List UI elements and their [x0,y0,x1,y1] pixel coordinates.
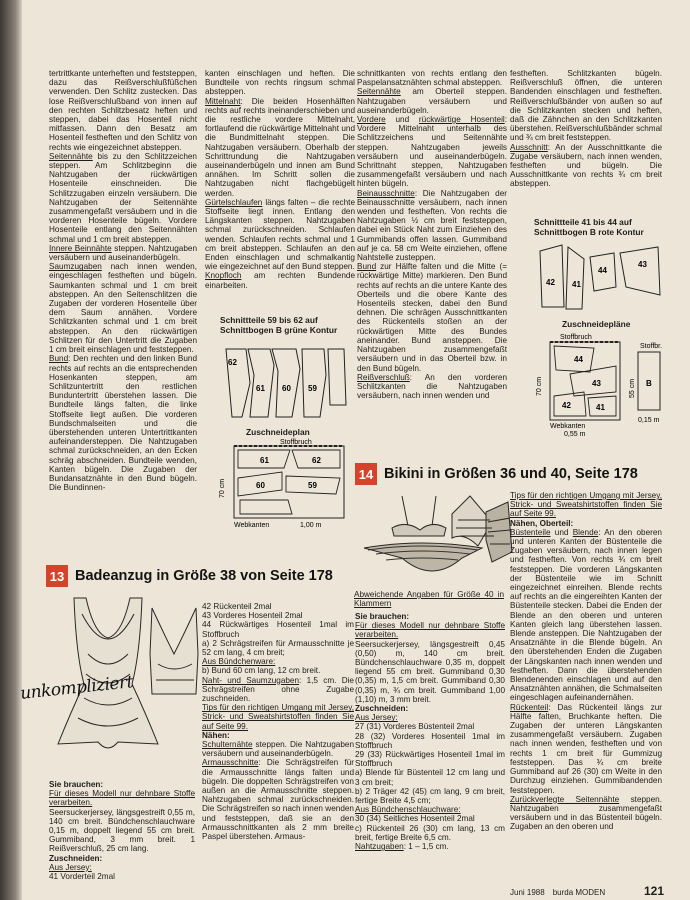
text-run: Seersuckerjersey, längsgestreift 0,45 (0,50) m, 140 cm breit. Bündchenschlauchware 0,35 m, doppelt liegend 55 cm breit. Gummiband 0,30 (0,35) m, 1,5 cm breit. Gummiband 0,30 (0,35) m, ¾ cm breit. Gummiband 1,00 (1,10) m, 3 mm breit. [355,639,505,704]
paragraph [510,69,662,143]
section-banner-13 [46,564,356,588]
paragraph [49,152,197,244]
text-column-13-a [49,780,195,881]
paragraph [355,814,505,823]
paragraph [510,143,662,189]
text-run: bis zu den Schlitzzeichen steppen. Am Schlitzbeginn die Nahtzugaben der rückwärtigen Hosenteile einschneiden. Die Schlitzzugaben einzeln versäubern. Die Nahtzugaben der Seitennähte zusammengefaßt versäubern und in die vorderen Hosenteile bügeln. Vordere Hosenteile entlang den Seitennähten schmal und 1 cm breit absteppen. [49,151,197,244]
text-run: : An der Ausschnittkante die Zugabe versäubern, nach innen wenden, festheften und bügeln. Die Ausschnittkante von rechts ¾ cm breit absteppen. [510,142,662,189]
height-label: 70 cm [536,376,543,396]
piece-label: 41 [596,402,605,412]
paragraph [205,271,355,289]
piece-label: 62 [228,358,237,367]
text-run: nach innen wenden, eingeschlagen festheften und bügeln. Saumkanten schmal und 1 cm breit absteppen. An den Seitenschlitzen die Zugaben der vorderen Hosenteile über dem Saum annähen. Vordere Schlitzkanten schmal und 1 cm breit absteppen. An den rückwärtigen Schlitzen für den Untertritt die Zugaben 1 cm breit einschlagen und feststeppen. [49,262,197,355]
piece-label-b: B [646,378,652,388]
text-run: a) Blende für Büstenteil 12 cm lang und 3 cm breit; [355,768,505,787]
paragraph [49,244,197,262]
subheading: Zuschneiden: [49,853,103,863]
paragraph [510,519,662,528]
paragraph [202,731,354,740]
selvage-label: Webkanten [234,521,270,529]
paragraph [357,262,507,372]
section-banner-14 [355,462,673,486]
underlined-term: Zurückverlegte Seitennähte [510,794,620,804]
paragraph [202,639,354,657]
text-run: steppen. Nahtzugaben zusammengefaßt versäubern und in das Büstenteil bügeln. Zugaben an den oberen und [510,794,662,832]
text-run: 44 Rückwärtiges Hosenteil 1mal im Stoffbruch [202,620,354,639]
text-run: am Oberteil steppen. Nahtzugaben versäubern und auseinanderbügeln. [357,87,507,115]
paragraph [49,354,197,492]
section-title: Bikini in Größen 36 und 40, Seite 178 [384,466,638,482]
pattern-pieces-59-62 [220,316,360,535]
underlined-term: Knopfloch [205,271,242,281]
text-run: : Den rechten und den linken Bund rechts auf rechts an die entsprechenden Hosenkanten steppen, am Schlitzuntertritt den restlichen Bunduntertritt überstehen lassen. Die Bundteile längs falten, die linke Stoffseite liegt außen. Die vorderen Bundschmalseiten und die überstehenden unteren Untertrittkanten aufeinandersteppen. Die Nahtzugaben schmal zurückschneiden, an den Ecken schräg abschneiden. Bundteile wenden, Kanten bügeln. Die Zugaben der Bundansatznähte in den Bund bügeln. Die Bundinnen- [49,354,197,493]
paragraph [355,787,505,805]
paragraph [202,620,354,638]
underlined-term: Aus Jersey: [49,862,92,872]
pattern-pieces-drawing [534,237,664,313]
paragraph [49,872,195,881]
paragraph [49,780,195,789]
piece-label: 61 [260,455,269,465]
paragraph [202,602,354,611]
piece-label: 44 [574,354,583,364]
underlined-term: Bund [49,354,69,364]
magazine-name: burda MODEN [552,888,606,897]
paragraph [49,808,195,854]
subheading: Nähen, Oberteil: [510,518,574,528]
page-footer [510,884,664,898]
paragraph [355,722,505,731]
piece-label: 62 [312,455,321,465]
underlined-term: Aus Jersey: [355,713,398,723]
text-run: festheften. Schlitzkanten bügeln. Reißverschluß öffnen, die unteren Bandenden einschlagen und festheften. Reißverschlußbänder von außen so auf die Schlitzkanten stecken und heften, daß die Zähnchen an den Schlitzkanten überstehen. Reißverschlußbänder schmal und ¾ cm breit feststeppen. [510,69,662,143]
text-run: 43 Vorderes Hosenteil 2mal [202,611,303,621]
text-run: am rechten Bundende einarbeiten. [205,271,355,290]
issue-date: Juni 1988 [510,888,545,897]
text-run: Seersuckerjersey, längsgestreift 0,55 m, 140 cm breit. Bündchenschlauchware 0,15 m, doppelt liegend 55 cm breit. Gummiband, 3 mm breit. 1 Reißverschluß, 25 cm lang. [49,807,195,854]
section-number: 14 [355,463,377,485]
text-run: 28 (32) Vorderes Hosenteil 1mal im Stoffbruch [355,731,505,750]
paragraph [202,611,354,620]
piece-label: 60 [282,384,291,393]
width-label: 1,00 m [300,521,322,529]
paragraph [355,805,505,814]
text-run: und [385,115,419,125]
bikini-illustration [342,492,514,588]
text-column-3 [357,69,507,400]
underlined-term: Beinausschnitte [357,188,415,198]
paragraph [355,621,505,639]
section-title: Badeanzug in Größe 38 von Seite 178 [75,568,333,584]
piece-label: 42 [546,278,555,287]
text-run: : 1 – 1,5 cm. [403,842,449,852]
text-run: b) Bund 60 cm lang, 12 cm breit. [202,666,321,676]
paragraph [355,704,505,713]
text-run: : Die beiden Hosenhälften rechts auf rechts ineinanderschieben und die restliche vordere Mittelnaht, fortlaufend die rückwärtige Mittelnaht und die Bundmittelnaht steppen. Die Nahtzugaben versäubern. Oberhalb der Schrittrundung die Nahtzugaben auseinanderbügeln und innen am Bund annähen. Im Schritt sollen die Nahtzugaben nicht flachgebügelt werden. [205,96,355,198]
paragraph [357,69,507,87]
underlined-term: Vordere [357,115,386,125]
underlined-term: Innere Beinnähte [49,243,112,253]
fold-label: Stoffbruch [560,333,592,341]
underlined-term: Für dieses Modell nur dehnbare Stoffe verarbeiten. [355,621,505,640]
text-run: : An den oberen und unteren Kanten der Büstenteile die Zugaben versäubern, nach innen legen und festheften. Von rechts ¾ cm breit feststeppen. Die vorderen Längskanten der Büstenteile wie im Schnitt eingezeichnet einreihen. Blende rechts auf rechts an die eingereihten Kanten der Büstenteile stecken. Dabei die Enden der Blende an den oberen und unteren Kanten gleich lang überstehen lassen. Blende ansteppen. Die Nahtzugaben der Ansatznähte in die Blende bügeln. An den überstehenden Enden die Zugaben der Längskanten nach innen wenden und festheften. Dann die überstehenden Blendenenden einschlagen und auf den Ansatznähten annähen, die Schmalseiten eingeschlagen aufeinandernähen. [510,527,662,703]
width-label: 0,55 m [564,430,586,438]
underlined-term: Gürtelschlaufen [205,197,263,207]
paragraph [49,69,197,152]
width-label-b: 0,15 m [638,416,660,424]
underlined-term: Rückenteil [510,702,549,712]
binding-shadow [0,0,22,900]
text-column-1 [49,69,197,492]
pattern-pieces-drawing [220,335,350,421]
page-number: 121 [643,884,664,898]
subheading: Nähen: [202,730,230,740]
underlined-term: rückwärtige Hosenteil [418,115,505,125]
cutting-plan-title: Zuschneidepläne [562,319,631,329]
paragraph [49,262,197,354]
underlined-term: Bund [357,262,377,272]
text-run: c) Rückenteil 26 (30) cm lang, 13 cm breit, fertige Breite 6,5 cm. [355,823,505,842]
section-number: 13 [46,565,68,587]
paragraph [355,768,505,786]
text-run: : An den vorderen Schlitzkanten die Nahtzugaben versäubern, nach innen wenden und [357,372,507,401]
paragraph [355,750,505,768]
underlined-term: Ausschnitt [510,142,548,152]
text-run: 27 (31) Vorderes Büstenteil 2mal [355,722,475,732]
text-run: kanten einschlagen und heften. Die Bundteile von rechts ringsum schmal absteppen. [205,69,355,97]
paragraph [510,703,662,795]
text-run: steppen. Nahtzugaben versäubern und auseinanderbügeln. [49,243,197,263]
underlined-term: Schulternähte [202,740,253,750]
fold-label: Stoffbruch [280,438,312,446]
text-run: zur Hälfte falten und die Mitte (= rückwärtige Mitte) markieren. Den Bund rechts auf rechts an die untere Kante des Oberteils und die obere Kante des Hosenteils stecken, dabei den Bund dehnen. Die schrägen Ausschnittkanten des Rückenteils stoßen an der rückwärtigen Mitte des Bundes aneinander. Bund ansteppen. Die Nahtzugaben zusammengefaßt versäubern und in das Oberteil bzw. in den Bund bügeln. [357,262,507,373]
text-run: : Das Rückenteil längs zur Hälfte falten, Bruchkante heften. Die Zugaben der unteren Längskanten zusammengefaßt versäubern. Zugaben nach innen wenden, festheften und von rechts 1 cm breit für Gummizug feststeppen. Das ¾ cm breite Gummiband auf 26 (30) cm Weite in den Durchzug einziehen. Gummibandenden feststeppen. [510,702,662,795]
underlined-term: Reißverschluß [357,372,410,382]
subheading: Sie brauchen: [49,780,104,789]
paragraph [202,758,354,841]
paragraph [205,198,355,272]
paragraph [357,115,507,189]
paragraph [357,87,507,115]
text-column-2 [205,69,355,290]
underlined-term: Büstenteile [510,527,551,537]
paragraph [49,863,195,872]
piece-label: 59 [308,480,317,490]
piece-label: 41 [572,280,581,289]
paragraph [205,69,355,97]
underlined-term: Saumzugaben [49,262,102,272]
paragraph [49,789,195,807]
text-run: steppen. Die Nahtzugaben versäubern und auseinanderbügeln. [202,740,354,759]
text-run: 42 Rückenteil 2mal [202,602,272,611]
paragraph [49,854,195,863]
paragraph [202,657,354,666]
piece-label: 43 [592,378,601,388]
handwritten-note: unkompliziert [19,672,134,704]
figure-caption: Schnittteile 59 bis 62 auf Schnittbogen B grüne Kontur [220,315,338,335]
underlined-term: Tips für den richtigen Umgang mit Jersey, Strick- und Sweatshirtstoffen finden Sie auf Seite 99. [510,491,662,519]
figure-caption: Schnittteile 41 bis 44 auf Schnittbogen B rote Kontur [534,217,644,237]
text-run: a) 2 Schrägstreifen für Armausschnitte je 52 cm lang, 4 cm breit; [202,638,354,658]
paragraph [357,189,507,263]
cutting-plan-drawing [220,438,360,530]
height-label-b: 55 cm [629,378,636,398]
paragraph [202,676,354,704]
text-run: b) 2 Träger 42 (45) cm lang, 9 cm breit, fertige Breite 4,5 cm; [355,786,505,806]
height-label: 70 cm [219,478,226,498]
subheading: Zuschneiden: [355,704,409,714]
text-run: tertrittkante unterheften und feststeppen, dazu das Reißverschlußfüßchen verwenden. Den Schlitz zustecken. Das lose Reißverschlußband von innen auf den rechten Schlitzbesatz heften und steppen, dabei das Hosenteil nicht mitfassen. Dann den Besatz am Hosenteil festheften und den Schlitz von rechts wie eingezeichnet absteppen. [49,69,197,152]
underlined-term: Naht- und Saumzugaben [202,675,300,685]
underlined-term: Mittelnaht [205,96,241,106]
fold-label-b: Stoffbr. [640,342,663,350]
underlined-term: Aus Bündchenschlauchware: [355,805,461,815]
paragraph [202,740,354,758]
piece-label: 43 [638,260,647,269]
underlined-term: Tips für den richtigen Umgang mit Jersey, Strick- und Sweatshirtstoffen finden Sie auf Seite 99. [202,703,354,731]
paragraph [510,491,662,519]
text-column-14-a [355,612,505,851]
subheading: Sie brauchen: [355,612,410,621]
pattern-pieces-41-44 [534,218,674,443]
paragraph [355,713,505,722]
paragraph [510,795,662,832]
text-run: : Die Nahtzugaben der Beinausschnitte versäubern, nach innen wenden und festheften. Von rechts die Nahtzugaben ½ cm breit feststeppen, dabei ein Stück Naht zum Einziehen des Gummibands offen lassen. Gummiband auf je ca. 58 cm Weite einziehen, offene Nahtstelle zusteppen. [357,188,507,263]
piece-label: 59 [308,384,317,393]
magazine-page [19,0,690,900]
cutting-plan-drawing [534,330,674,438]
underlined-term: Seitennähte [49,151,93,161]
underlined-term: Aus Bündchenware: [202,657,276,667]
piece-label: 42 [562,400,571,410]
cutting-plan-title: Zuschneideplan [246,427,310,437]
underlined-term: Blende [572,527,599,537]
paragraph [205,97,355,198]
text-run: : 1,5 cm. Die Schrägstreifen ohne Zugabe zuschneiden. [202,675,354,704]
text-column-4 [510,69,662,189]
paragraph [510,528,662,703]
paragraph [355,824,505,842]
text-run: 30 (34) Seitliches Hosenteil 2mal [355,814,475,824]
paragraph [202,703,354,731]
text-run: 29 (33) Rückwärtiges Hosenteil 1mal im Stoffbruch [355,750,505,769]
text-run: : Die Schrägstreifen für die Armausschnitte längs falten und bügeln. Die doppelten Schrägstreifen von außen an die Armausschnitte steppen. Nahtzugaben schmal zurückschneiden. Die Schrägstreifen so nach innen wenden und feststeppen, daß sie an den Armausschnittkanten als 2 mm breite Paspel überstehen. Armaus- [202,758,354,842]
selvage-label: Webkanten [550,422,586,430]
underlined-term: Seitennähte [357,87,401,97]
paragraph [355,842,505,851]
size-note: Abweichende Angaben für Größe 40 in Klammern [354,590,504,609]
text-column-13-b [202,602,354,841]
piece-label: 44 [598,266,607,275]
underlined-term: Für dieses Modell nur dehnbare Stoffe verarbeiten. [49,789,195,808]
text-run: längs falten – die rechte Stoffseite liegt innen. Entlang den Längskanten steppen. Nahtzugaben schmal zurückschneiden. Schlaufen wenden. Schlaufen rechts schmal und 1 cm breit absteppen. Schlaufen an den Enden einschlagen und schmalkantig wie eingezeichnet auf den Bund steppen. [205,197,355,272]
text-run: : Vordere Mittelnaht unterhalb des Schlitzzeichens und Seitennähte steppen. Nahtzugaben jeweils versäubern und auseinanderbügeln. Schrittnaht steppen, Nahtzugaben zusammengefaßt versäubern und nach hinten bügeln. [357,115,507,189]
text-run: und [550,527,573,537]
paragraph [202,666,354,675]
underlined-term: Nahtzugaben [355,842,404,852]
piece-label: 60 [256,480,265,490]
paragraph [355,612,505,621]
piece-label: 61 [256,384,265,393]
paragraph [355,640,505,704]
paragraph [357,373,507,401]
text-column-14-b [510,491,662,832]
paragraph [355,732,505,750]
text-run: schnittkanten von rechts entlang den Paspelansatznähten schmal absteppen. [357,69,507,88]
underlined-term: Armausschnitte [202,758,259,768]
text-run: 41 Vorderteil 2mal [49,872,115,882]
